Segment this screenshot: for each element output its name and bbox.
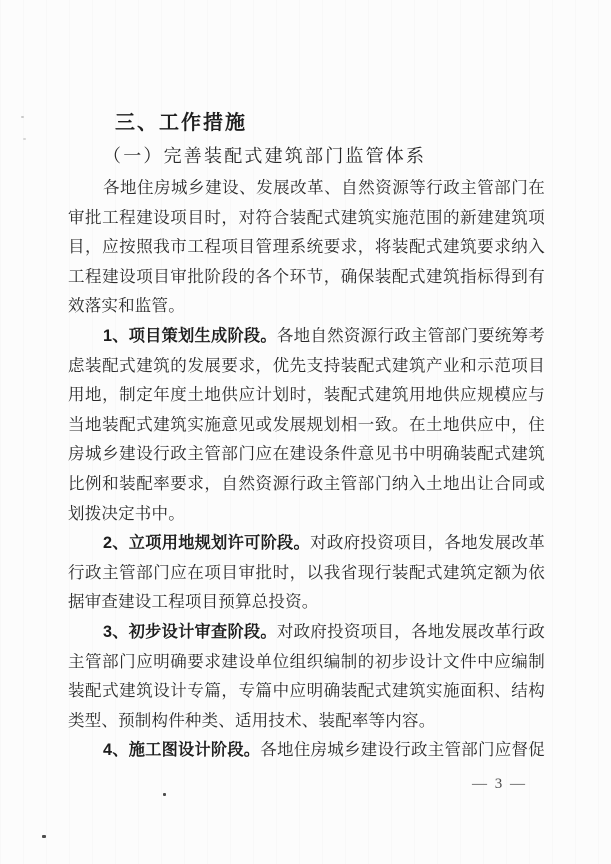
text-line-segment: 对政府投资项目，各地发展改革 bbox=[310, 533, 545, 553]
text-line: 行政主管部门应在项目审批时，以我省现行装配式建筑定额为依 bbox=[68, 562, 545, 582]
text-line: 用地，制定年度土地供应计划时，装配式建筑用地供应规模应与 bbox=[68, 385, 545, 405]
text-line-segment: 各地住房城乡建设行政主管部门应督促 bbox=[260, 740, 545, 760]
text-line: 工程建设项目审批阶段的各个环节，确保装配式建筑指标得到有 bbox=[68, 266, 545, 286]
paragraph bbox=[68, 617, 545, 735]
text-line: 划拨决定书中。 bbox=[68, 503, 185, 523]
text-line bbox=[68, 617, 545, 647]
text-line-segment: 各地自然资源行政主管部门要统筹考 bbox=[276, 325, 546, 345]
scan-speck bbox=[163, 793, 166, 796]
section-heading: 三、工作措施 bbox=[115, 112, 247, 134]
paragraph-lead: 4、施工图设计阶段。 bbox=[103, 741, 261, 760]
paragraph-lead: 3、初步设计审查阶段。 bbox=[103, 622, 277, 641]
document-content bbox=[68, 110, 545, 795]
text-line: 虑装配式建筑的发展要求，优先支持装配式建筑产业和示范项目 bbox=[68, 355, 545, 375]
text-line: 装配式建筑设计专篇，专篇中应明确装配式建筑实施面积、结构 bbox=[68, 681, 545, 701]
text-line: 房城乡建设行政主管部门应在建设条件意见书中明确装配式建筑 bbox=[68, 444, 545, 464]
scan-speck bbox=[42, 835, 46, 838]
text-line bbox=[68, 321, 545, 351]
text-line: 主管部门应明确要求建设单位组织编制的初步设计文件中应编制 bbox=[68, 651, 545, 671]
text-line: 当地装配式建筑实施意见或发展规划相一致。在土地供应中，住 bbox=[68, 414, 545, 434]
paragraph bbox=[68, 173, 545, 321]
text-line: 各地住房城乡建设、发展改革、自然资源等行政主管部门在 bbox=[103, 178, 545, 197]
paragraph bbox=[68, 735, 545, 765]
paragraph bbox=[68, 528, 545, 617]
scan-speck bbox=[23, 138, 26, 140]
text-line: 据审查建设工程项目预算总投资。 bbox=[68, 592, 319, 612]
text-line: 类型、预制构件种类、适用技术、装配率等内容。 bbox=[68, 710, 436, 730]
page-number: — 3 — bbox=[472, 775, 527, 792]
paragraph bbox=[68, 321, 545, 528]
text-line: 审批工程建设项目时，对符合装配式建筑实施范围的新建建筑项 bbox=[68, 207, 545, 227]
text-line bbox=[68, 735, 545, 765]
text-line: 目，应按照我市工程项目管理系统要求，将装配式建筑要求纳入 bbox=[68, 237, 545, 257]
subsection-heading: （一）完善装配式建筑部门监管体系 bbox=[103, 146, 427, 166]
text-line bbox=[68, 528, 545, 558]
scan-speck bbox=[21, 116, 24, 118]
text-line: 比例和装配率要求，自然资源行政主管部门纳入土地出让合同或 bbox=[68, 473, 545, 493]
paragraph-lead: 1、项目策划生成阶段。 bbox=[103, 326, 277, 345]
paragraph-lead: 2、立项用地规划许可阶段。 bbox=[103, 534, 311, 553]
text-line: 效落实和监管。 bbox=[68, 296, 185, 316]
text-line-segment: 对政府投资项目，各地发展改革行政 bbox=[276, 621, 546, 641]
